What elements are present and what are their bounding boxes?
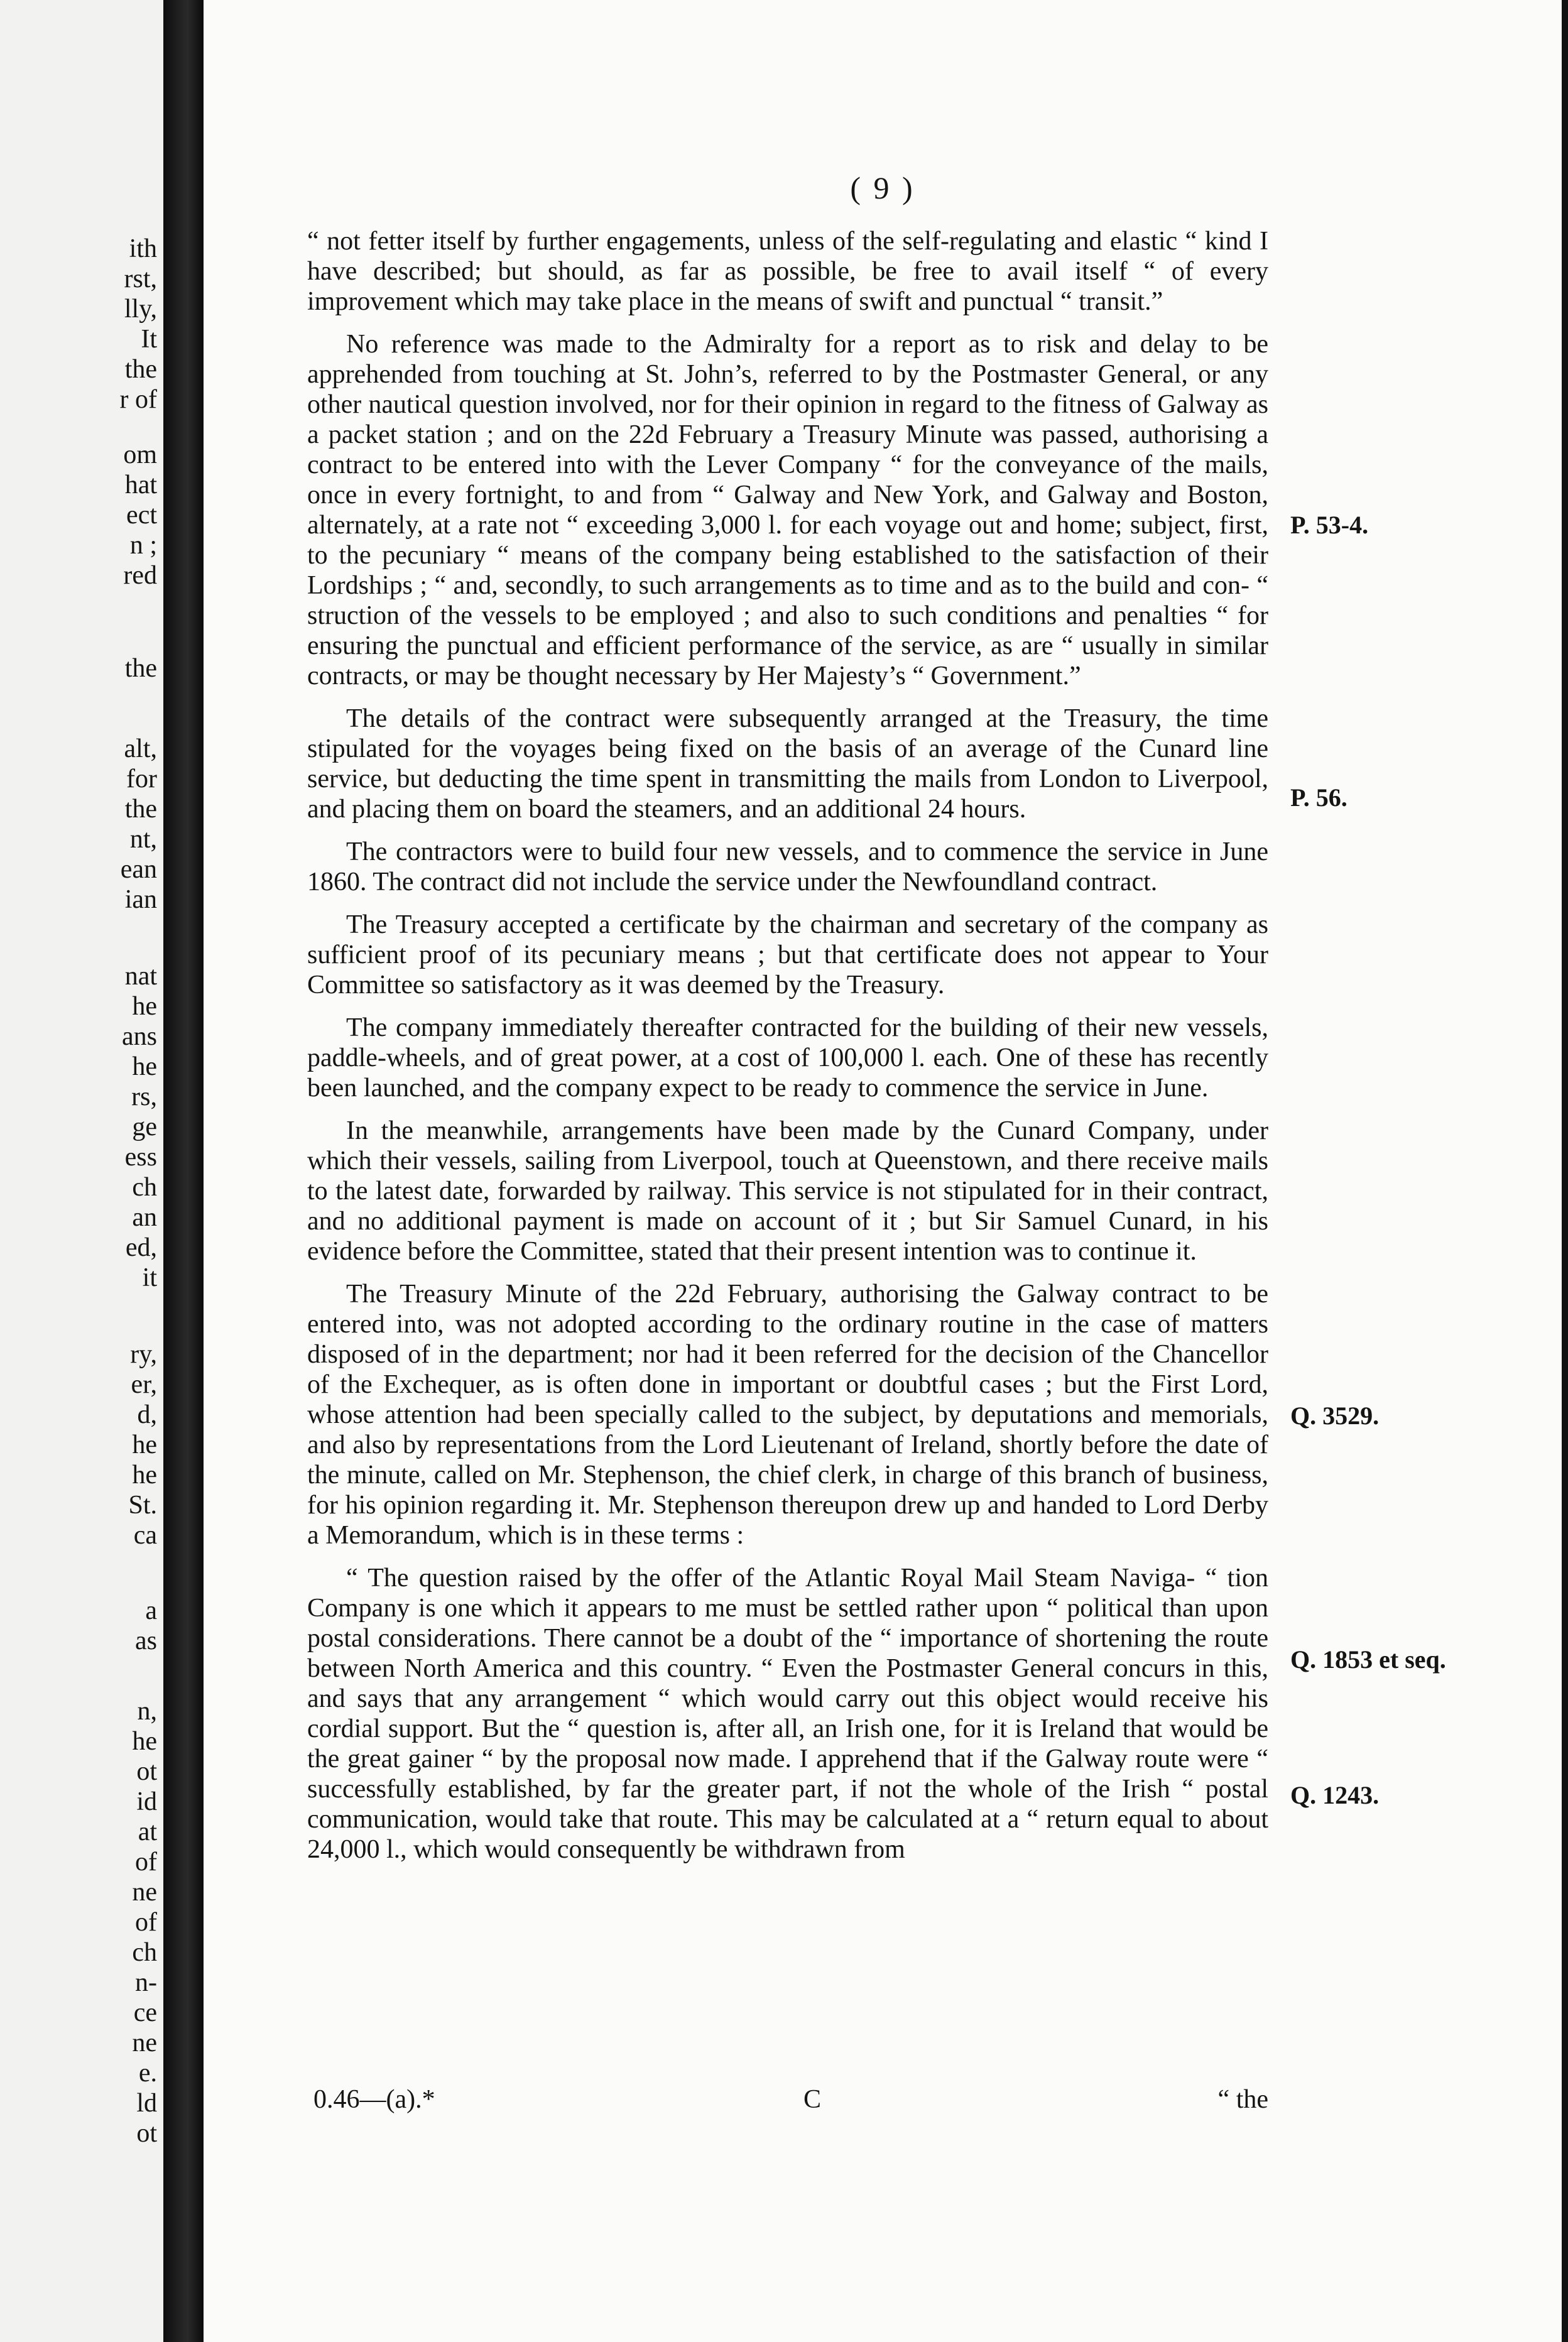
paragraph-3: The details of the contract were subsequently arranged at the Treasury, the time stipulated for the voyages being fixed on the basis of an average of the Cunard line service, but deducting the time spent in transmitting the mails from London to Liverpool, and placing them on board the steamers, and an additional 24 hours. — [307, 704, 1268, 824]
prev-page-fragment: ld — [136, 2089, 157, 2118]
prev-page-fragment: ed, — [125, 1233, 157, 1262]
prev-page-fragment: ean — [120, 855, 157, 884]
paragraph-6: The company immediately thereafter contracted for the building of their new vessels, paddle-wheels, and of great power, at a cost of 100,000 l. each. One of these has recently been launched, and the company expect to be ready to commence the service in June. — [307, 1013, 1268, 1103]
paragraph-8: The Treasury Minute of the 22d February, authorising the Galway contract to be entered into, was not adopted according to the ordinary routine in the case of matters disposed of in the department; nor had it been referred for the decision of the Chancellor of the Exchequer, as is often done in important or doubtful cases ; but the First Lord, whose attention had been specially called to the subject, by deputations and memorials, and also by representations from the Lord Lieutenant of Ireland, shortly before the date of the minute, called on Mr. Stephenson, the chief clerk, in charge of this branch of business, for his opinion regarding it. Mr. Stephenson thereupon drew up and handed to Lord Derby a Memorandum, which is in these terms : — [307, 1280, 1268, 1550]
paragraph-1: “ not fetter itself by further engagements, unless of the self-regulating and elastic “ kind I have described; but should, as far as possible, be free to avail itself “ of every improvement which may take place in the means of swift and punctual “ transit.” — [307, 227, 1268, 316]
prev-page-fragment: ge — [132, 1113, 157, 1141]
prev-page-fragment: ans — [122, 1022, 157, 1051]
footer-catchword: “ the — [1217, 2085, 1268, 2114]
footer-signature-mark: 0.46—(a).* — [313, 2085, 435, 2114]
prev-page-fragment: as — [135, 1626, 157, 1655]
paragraph-9: “ The question raised by the offer of the Atlantic Royal Mail Steam Naviga- “ tion Company is one which it appears to me must be settled rather upon “ political than upon postal considerations. There cannot be a doubt of the “ importance of shortening the route between North America and this country. “ Even the Postmaster General concurs in this, and says that any arrangement “ which would carry out this object would receive his cordial support. But the “ question is, after all, an Irish one, for it is Ireland that would be the great gainer “ by the proposal now made. I apprehend that if the Galway route were “ successfully established, by far the greater part, if not the whole of the Irish “ postal communication, would take that route. This may be calculated at a “ return equal to about 24,000 l., which would consequently be withdrawn from — [307, 1564, 1268, 1864]
prev-page-fragment: r of — [119, 385, 157, 414]
prev-page-fragment: ot — [136, 1757, 157, 1786]
prev-page-fragment: he — [132, 1461, 157, 1490]
prev-page-fragment: of — [135, 1908, 157, 1937]
prev-page-fragment: rs, — [131, 1082, 157, 1111]
prev-page-fragment: he — [132, 1052, 157, 1081]
paragraph-4: The contractors were to build four new vessels, and to commence the service in June 1860. The contract did not include the service under the Newfoundland contract. — [307, 837, 1268, 896]
prev-page-fragment: for — [126, 765, 157, 793]
prev-page-fragment: the — [124, 795, 157, 824]
body-text — [307, 226, 1268, 1877]
prev-page-fragment: the — [124, 355, 157, 384]
paragraph-2: No reference was made to the Admiralty for a report as to risk and delay to be apprehended from touching at St. John’s, referred to by the Postmaster General, or any other nautical question involved, nor for their opinion in regard to the fitness of Galway as a packet station ; and on the 22d February a Treasury Minute was passed, authorising a contract to be entered into with the Lever Company “ for the conveyance of the mails, once in every fortnight, to and from “ Galway and New York, and Galway and Boston, alternately, at a rate not “ exceeding 3,000 l. for each voyage out and home; subject, first, to the pecuniary “ means of the company being established to the satisfaction of their Lordships ; “ and, secondly, to such arrangements as to time and as to the build and con- “ struction of the vessels to be employed ; and also to such conditions and penalties “ for ensuring the punctual and efficient performance of the service, as are “ usually in similar contracts, or may be thought necessary by Her Majesty’s “ Government.” — [307, 330, 1268, 690]
footer-gathering-letter: C — [803, 2085, 822, 2114]
document-page — [204, 0, 1562, 2342]
prev-page-fragment: he — [132, 1727, 157, 1756]
previous-page-edge — [0, 0, 163, 2342]
prev-page-fragment: he — [132, 992, 157, 1021]
prev-page-fragment: lly, — [124, 295, 157, 324]
prev-page-fragment: ian — [124, 885, 157, 914]
prev-page-fragment: nt, — [129, 825, 157, 854]
prev-page-fragment: er, — [131, 1370, 157, 1399]
prev-page-fragment: at — [138, 1817, 157, 1846]
paragraph-5: The Treasury accepted a certificate by the chairman and secretary of the company as sufficient proof of its pecuniary means ; but that certificate does not appear to Your Committee so satisfactory as it was deemed by the Treasury. — [307, 910, 1268, 999]
margin-note: Q. 1243. — [1290, 1781, 1380, 1809]
prev-page-fragment: om — [123, 440, 157, 469]
prev-page-fragment: ect — [126, 501, 157, 530]
prev-page-fragment: ch — [132, 1938, 157, 1967]
right-edge — [1562, 0, 1568, 2342]
prev-page-fragment: nat — [124, 962, 157, 991]
prev-page-fragment: it — [142, 1263, 157, 1292]
book-gutter — [163, 0, 204, 2342]
prev-page-fragment: ch — [132, 1173, 157, 1202]
prev-page-fragment: ot — [136, 2119, 157, 2148]
prev-page-fragment: St. — [128, 1491, 157, 1520]
prev-page-fragment: ne — [132, 2029, 157, 2057]
prev-page-fragment: an — [132, 1203, 157, 1232]
paragraph-7: In the meanwhile, arrangements have been made by the Cunard Company, under which their vessels, sailing from Liverpool, touch at Queenstown, and there receive mails to the latest date, forwarded by railway. This service is not stipulated for in their contract, and no additional payment is made on account of it ; but Sir Samuel Cunard, in his evidence before the Committee, stated that their present intention was to continue it. — [307, 1116, 1268, 1266]
prev-page-fragment: rst, — [124, 264, 157, 293]
prev-page-fragment: he — [132, 1430, 157, 1459]
prev-page-fragment: ess — [124, 1143, 157, 1172]
prev-page-fragment: of — [135, 1848, 157, 1876]
margin-note: Q. 3529. — [1290, 1402, 1380, 1430]
prev-page-fragment: the — [124, 654, 157, 683]
margin-note: Q. 1853 et seq. — [1290, 1645, 1446, 1674]
prev-page-fragment: id — [136, 1787, 157, 1816]
prev-page-fragment: hat — [124, 471, 157, 499]
prev-page-fragment: d, — [137, 1400, 157, 1429]
page-footer — [307, 2084, 1268, 2115]
prev-page-fragment: e. — [138, 2059, 157, 2088]
margin-note: P. 56. — [1290, 783, 1348, 812]
margin-note: P. 53-4. — [1290, 511, 1369, 539]
prev-page-fragment: ith — [129, 234, 157, 263]
prev-page-fragment: red — [123, 561, 157, 590]
prev-page-fragment: ry, — [130, 1340, 157, 1369]
prev-page-fragment: ce — [133, 1998, 157, 2027]
prev-page-fragment: ca — [133, 1521, 157, 1550]
prev-page-fragment: a — [145, 1596, 157, 1625]
prev-page-fragment: n- — [135, 1968, 157, 1997]
prev-page-fragment: ne — [132, 1878, 157, 1907]
prev-page-fragment: It — [141, 325, 157, 354]
prev-page-fragment: alt, — [124, 734, 157, 763]
page-number: ( 9 ) — [850, 170, 915, 205]
prev-page-fragment: n, — [137, 1697, 157, 1726]
prev-page-fragment: n ; — [129, 531, 157, 560]
